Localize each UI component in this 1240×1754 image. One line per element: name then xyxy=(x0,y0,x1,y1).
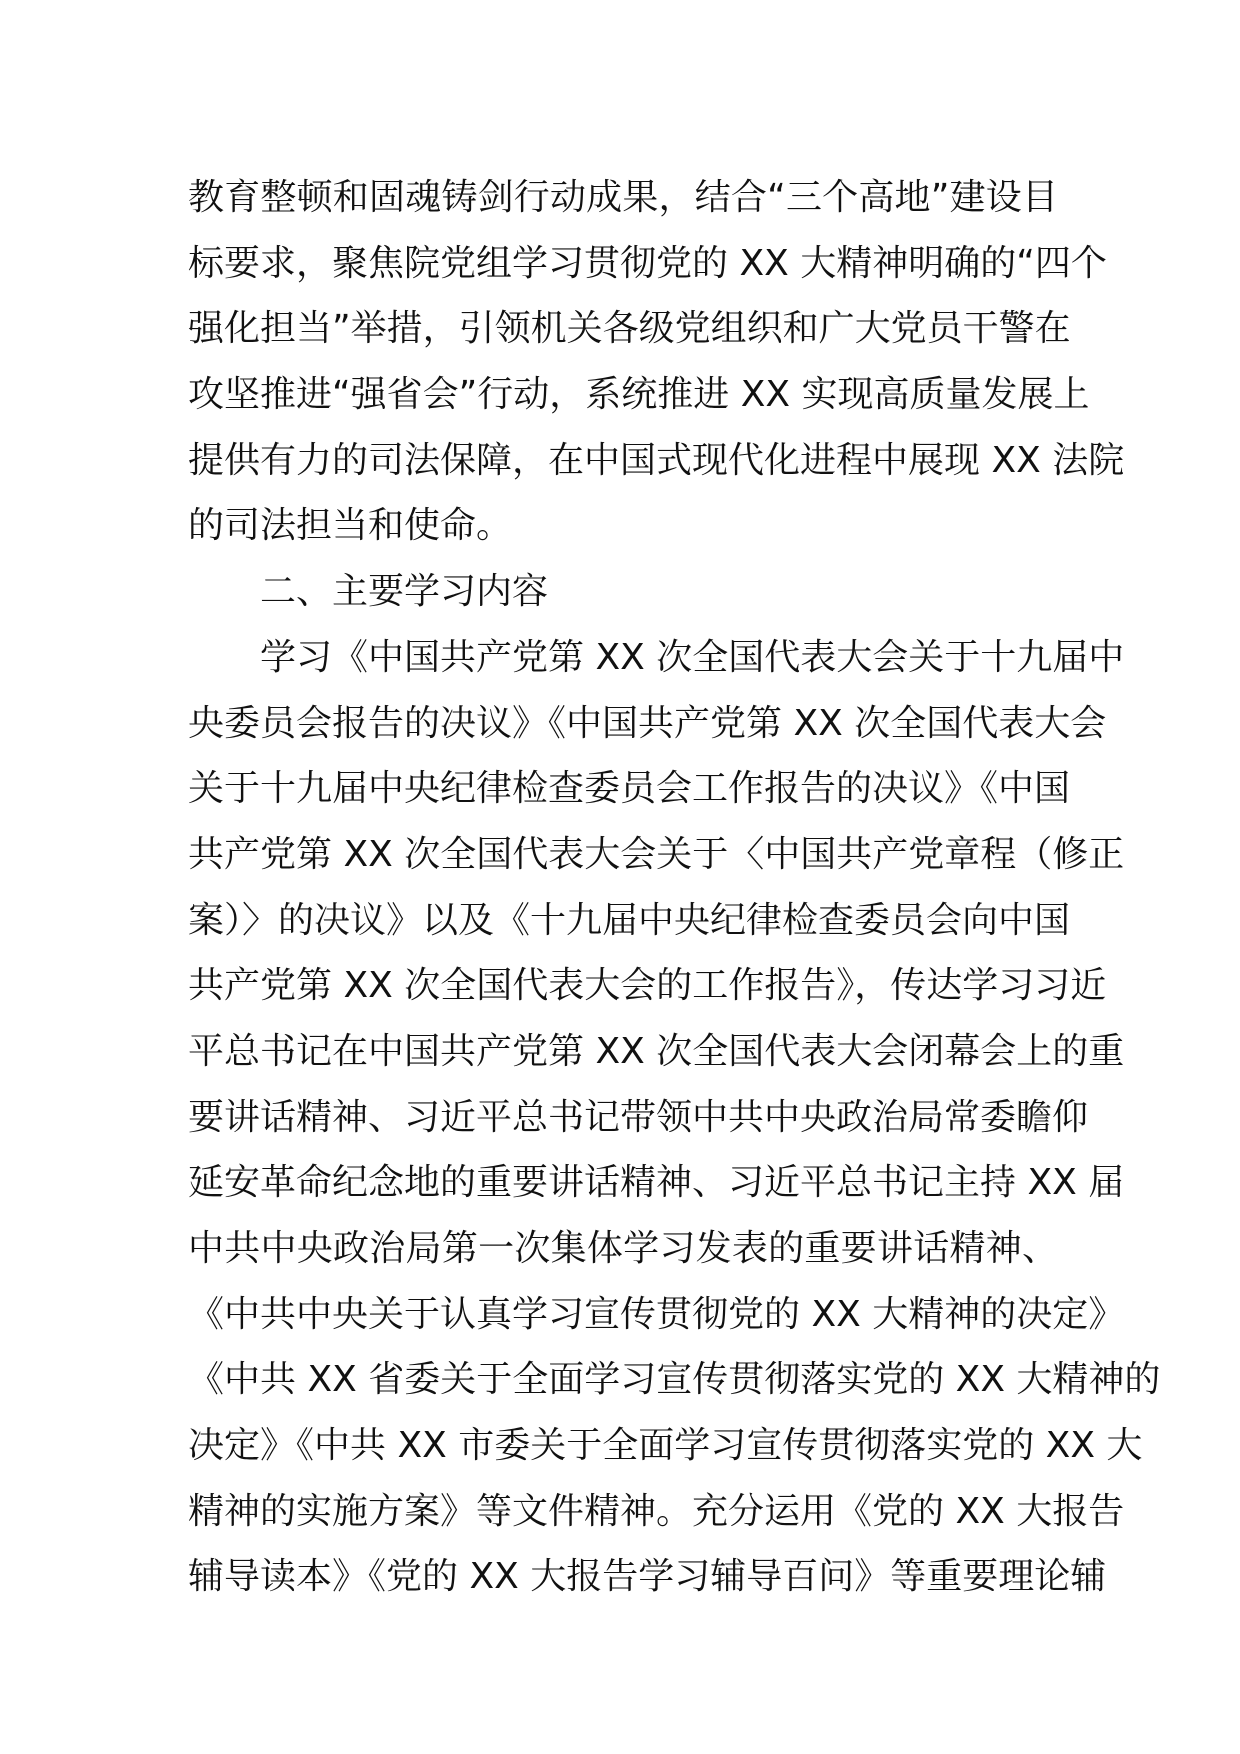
text-line: 《中共 XX 省委关于全面学习宣传贯彻落实党的 XX 大精神的 xyxy=(188,1359,1161,1401)
text-line: 平总书记在中国共产党第 XX 次全国代表大会闭幕会上的重 xyxy=(188,1030,1125,1072)
text-line: 共产党第 XX 次全国代表大会关于〈中国共产党章程（修正 xyxy=(188,833,1125,875)
text-line: 精神的实施方案》等文件精神。充分运用《党的 XX 大报告 xyxy=(188,1490,1125,1532)
text-line: 《中共中央关于认真学习宣传贯彻党的 XX 大精神的决定》 xyxy=(188,1293,1125,1335)
text-line: 标要求，聚焦院党组学习贯彻党的 XX 大精神明确的“四个 xyxy=(188,242,1107,284)
text-line: 央委员会报告的决议》《中国共产党第 XX 次全国代表大会 xyxy=(188,702,1107,744)
text-line: 教育整顿和固魂铸剑行动成果，结合“三个高地”建设目 xyxy=(188,177,1058,218)
text-line: 关于十九届中央纪律检查委员会工作报告的决议》《中国 xyxy=(188,768,1071,810)
text-line: 提供有力的司法保障，在中国式现代化进程中展现 XX 法院 xyxy=(188,439,1125,481)
text-line: 延安革命纪念地的重要讲话精神、习近平总书记主持 XX 届 xyxy=(188,1162,1125,1204)
text-line: 的司法担当和使命。 xyxy=(188,505,513,547)
text-line: 决定》《中共 XX 市委关于全面学习宣传贯彻落实党的 XX 大 xyxy=(188,1425,1143,1467)
text-line: 共产党第 XX 次全国代表大会的工作报告》，传达学习习近 xyxy=(188,965,1107,1007)
text-line: 中共中央政治局第一次集体学习发表的重要讲话精神、 xyxy=(188,1228,1058,1269)
text-line: 攻坚推进“强省会”行动，系统推进 XX 实现高质量发展上 xyxy=(188,374,1090,416)
text-line: 要讲话精神、习近平总书记带领中共中央政治局常委瞻仰 xyxy=(188,1096,1089,1138)
text-line: 学习《中国共产党第 XX 次全国代表大会关于十九届中 xyxy=(260,636,1125,678)
section-heading: 二、主要学习内容 xyxy=(260,571,549,613)
body-text xyxy=(188,165,1161,1610)
text-line: 案）〉的决议》以及《十九届中央纪律检查委员会向中国 xyxy=(188,899,1071,941)
text-line: 辅导读本》《党的 XX 大报告学习辅导百问》等重要理论辅 xyxy=(188,1556,1107,1598)
text-line: 强化担当”举措，引领机关各级党组织和广大党员干警在 xyxy=(188,308,1071,350)
